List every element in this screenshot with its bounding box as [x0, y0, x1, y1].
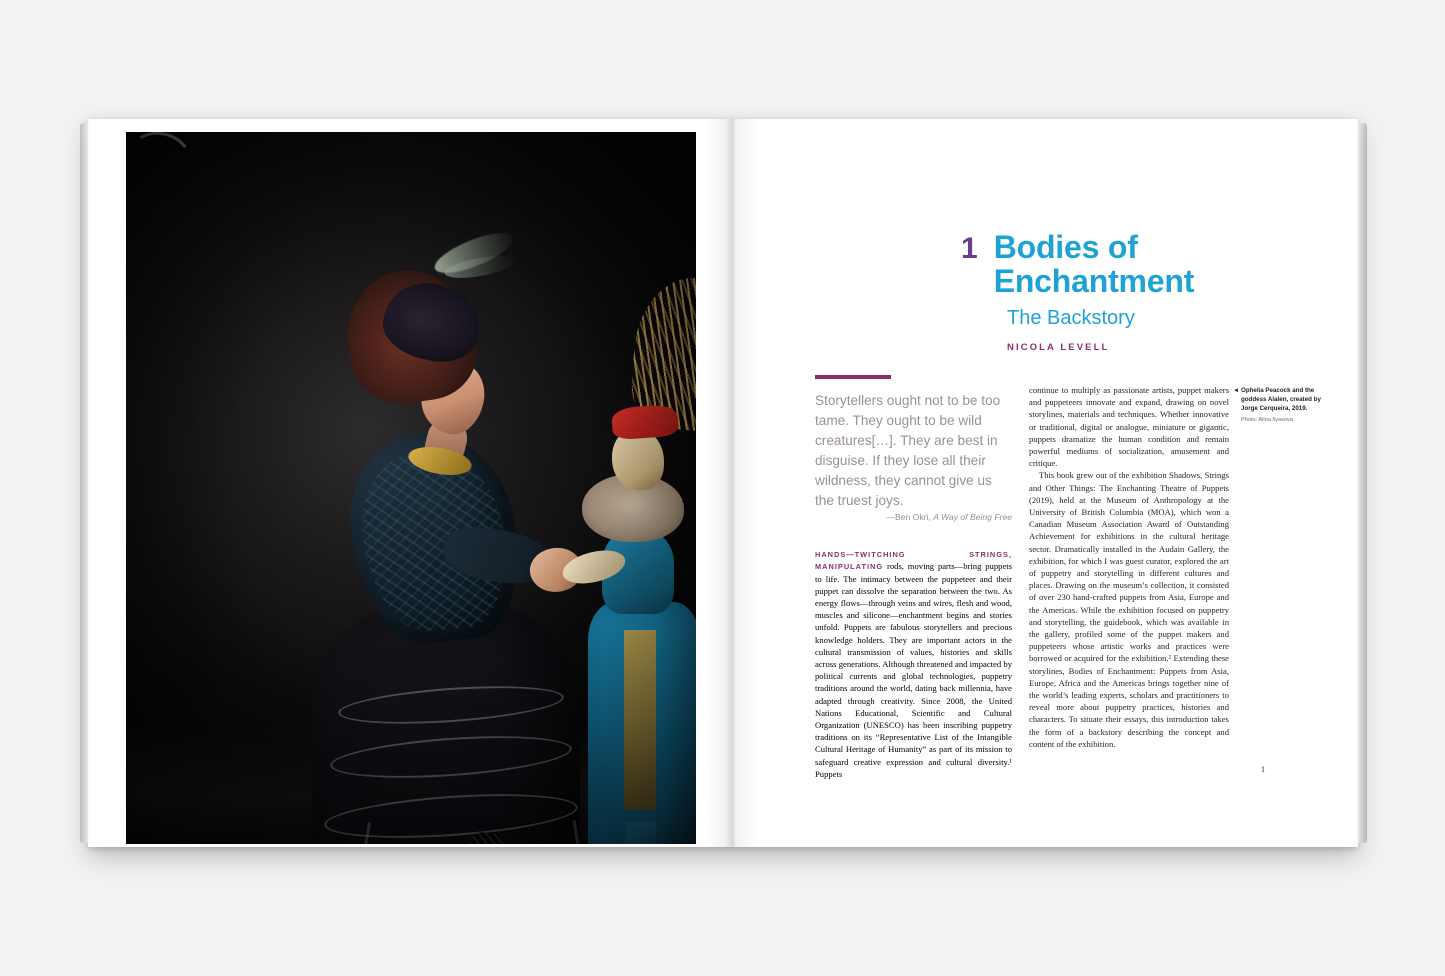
photo-vignette [126, 132, 696, 844]
chapter-heading-block [961, 231, 1309, 353]
chapter-title: Bodies of Enchantment [993, 229, 1195, 299]
section-rule [815, 375, 891, 379]
caption-arrow-icon: ◄ [1233, 387, 1240, 394]
pull-quote-attribution-title: A Way of Being Free [933, 512, 1012, 522]
body-column-1-text: rods, moving parts—bring puppets to life. The intimacy between the puppeteer and their puppet can dissolve the separation between the two. As energy flows—through veins and wires, flesh and wood, muscles and silicone—enchantment begins and stories unfold. Puppets are fabulous storytellers and precious knowledge holders. They are important actors in the cultural transmission of values, histories and skills across generations. Although threatened and impacted by political currents and global technologies, puppetry traditions around the world, dating back millennia, have adapted through creativity. Since 2008, the United Nations Educational, Scientific and Cultural Organization (UNESCO) has been inscribing puppetry traditions on its “Representative List of the Intangible Cultural Heritage of Humanity” as part of its mission to safeguard creative expression and cultural diversity.¹ Puppets [815, 561, 1012, 779]
caption-text: Ophelia Peacock and the goddess Alalen, created by Jorge Cerqueira, 2019. [1241, 387, 1321, 412]
caption-credit: Photo: Alina Ilyasova [1241, 416, 1293, 423]
pull-quote: Storytellers ought not to be too tame. They ought to be wild creatures[…]. They are best in disguise. If they lose all their wildness, they cannot give us the truest joys. [815, 393, 1001, 508]
right-page-edge [1356, 123, 1367, 843]
book-spread [88, 119, 1358, 847]
body-column-1 [815, 539, 1012, 789]
chapter-author: NICOLA LEVELL [1007, 341, 1110, 353]
body-lead-smallcaps: HANDS—TWITCHING STRINGS, MANIPULATING [815, 549, 1012, 572]
chapter-number: 1 [961, 232, 978, 265]
photo-caption [1233, 387, 1327, 424]
right-page [733, 119, 1358, 847]
chapter-photograph [126, 132, 696, 844]
body-column-2 [1029, 384, 1229, 750]
left-page [88, 119, 733, 847]
page-folio: 1 [1261, 765, 1265, 774]
pull-quote-attribution-prefix: —Ben Okri, [886, 512, 934, 522]
body-paragraph: continue to multiply as passionate artists, puppet makers and puppeteers innovate and expand, drawing on novel storylines, materials and techniques. Whether innovative or traditional, digital or analogue, miniature or gigantic, puppets dramatize the human condition and remain powerful mediums of socialization, amusement and critique. [1029, 385, 1229, 469]
chapter-subtitle: The Backstory [1007, 306, 1135, 329]
body-paragraph: This book grew out of the exhibition Shadows, Strings and Other Things: The Enchanting Theatre of Puppets (2019), held at the Museum of Anthropology at the University of British Columbia (MOA), which won a Canadian Museum Association Award of Outstanding Achievement for exhibitions in the cultural heritage sector. Dramatically installed in the Audain Gallery, the exhibition, for which I was guest curator, explored the art of puppetry and storytelling in different cultures and places. Drawing on the museum’s collection, it consisted of over 230 hand-crafted puppets from Asia, Europe and the Americas. While the exhibition focused on puppetry and storytelling, the guidebook, which was available in the gallery, profiled some of the puppet makers and puppeteers whose artistic works and practices were borrowed or acquired for the exhibition.² Extending these storylines, Bodies of Enchantment: Puppets from Asia, Europe, Africa and the Americas brings together nine of the world’s leading experts, scholars and practitioners to reveal more about puppetry practices, histories and characters. To situate their essays, this introduction takes the form of a backstory describing the concept and content of the exhibition. [1029, 470, 1229, 749]
pull-quote-attribution [815, 512, 1012, 522]
left-page-edge [80, 123, 90, 843]
